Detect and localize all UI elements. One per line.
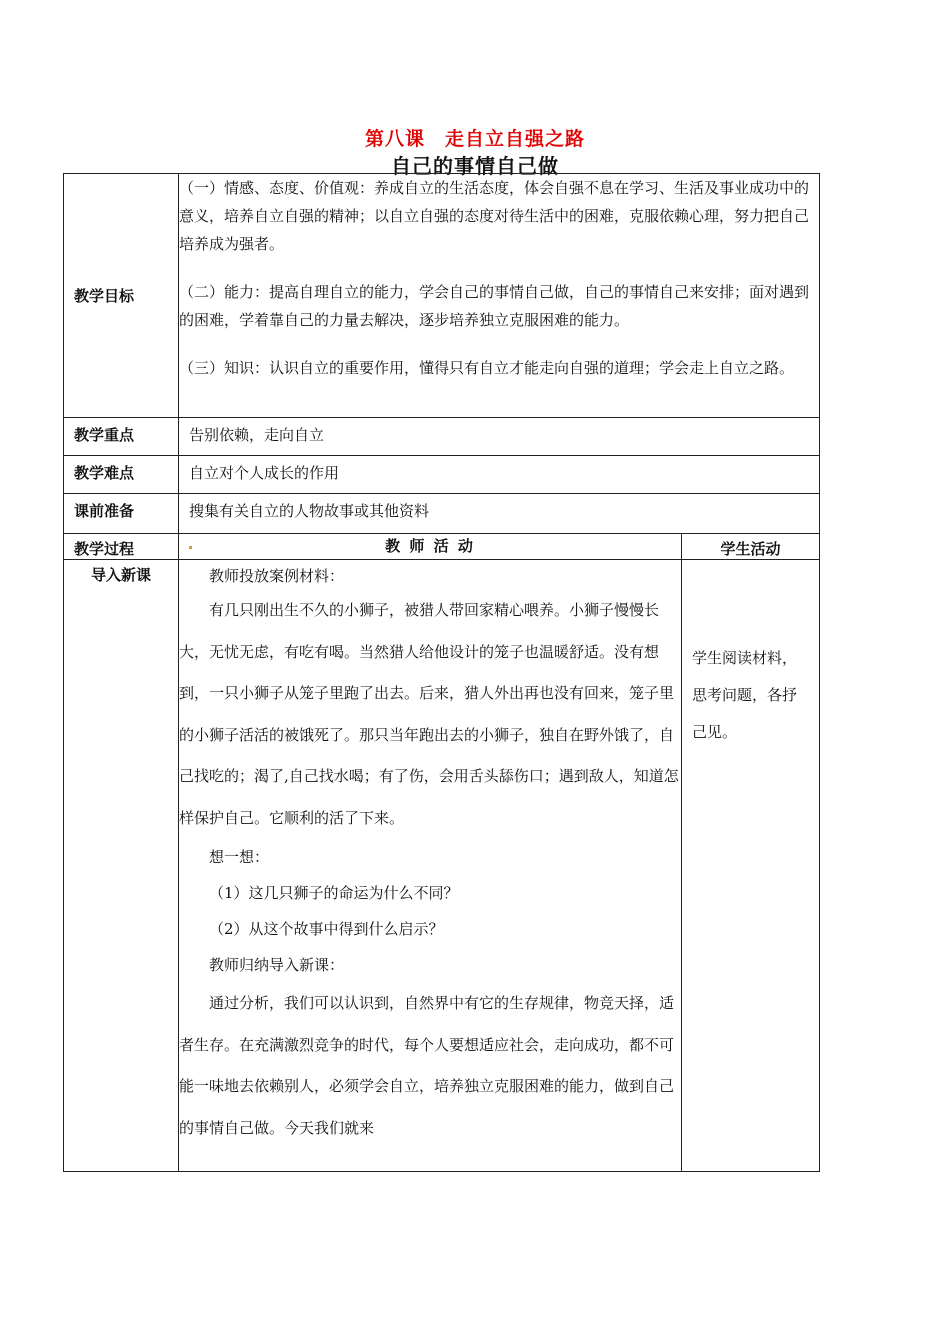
- student-activity-header: 学生活动: [720, 540, 781, 558]
- lion-story: 有几只刚出生不久的小狮子，被猎人带回家精心喂养。小狮子慢慢长大，无忧无虑，有吃有喝。当然猎人给他设计的笼子也温暖舒适。没有想到，一只小狮子从笼子里跑了出去。后来，猎人外出再也没有回来，笼子里的小狮子活活的被饿死了。那只当年跑出去的小狮子，独自在野外饿了，自己找吃的；渴了,自己找水喝；有了伤，会用舌头舔伤口；遇到敌人，知道怎样保护自己。它顺利的活了下来。: [179, 601, 679, 827]
- key-point-value: 告别依赖，走向自立: [189, 426, 325, 444]
- lesson-plan-table: [63, 173, 820, 1172]
- objective-ability: （二）能力：提高自理自立的能力，学会自己的事情自己做，自己的事情自己来安排；面对遇到的困难，学着靠自己的力量去解决，逐步培养独立克服困难的能力。: [179, 283, 810, 329]
- question-1: （1）这几只狮子的命运为什么不同？: [209, 884, 459, 902]
- teacher-intro-line: 教师投放案例材料：: [209, 567, 345, 585]
- question-2: （2）从这个故事中得到什么启示？: [209, 920, 444, 938]
- process-label: 教学过程: [74, 540, 135, 558]
- preparation-value: 搜集有关自立的人物故事或其他资料: [189, 502, 430, 520]
- difficulty-value: 自立对个人成长的作用: [189, 464, 340, 482]
- teacher-activity-header: 教 师 活 动: [385, 537, 475, 555]
- bullet-mark: [189, 546, 192, 549]
- preparation-row: [64, 494, 820, 534]
- teacher-activity-content: [179, 560, 682, 1172]
- objectives-content: [179, 174, 820, 418]
- intro-row: [64, 560, 820, 1172]
- preparation-label: 课前准备: [74, 502, 135, 520]
- difficulty-label: 教学难点: [74, 464, 135, 482]
- student-activity-content: 学生阅读材料，思考问题，各抒己见。: [692, 649, 798, 741]
- intro-label: 导入新课: [90, 566, 151, 584]
- lesson-subtitle: 自己的事情自己做: [391, 154, 559, 178]
- process-header-row: [64, 534, 820, 560]
- objectives-row: [64, 174, 820, 418]
- think-prompt: 想一想：: [209, 848, 270, 866]
- key-point-label: 教学重点: [74, 426, 135, 444]
- difficulty-row: [64, 456, 820, 494]
- teacher-summary-line: 教师归纳导入新课：: [209, 956, 345, 974]
- lesson-title: 第八课 走自立自强之路: [364, 128, 585, 150]
- key-point-row: [64, 418, 820, 456]
- objectives-label: 教学目标: [74, 287, 135, 305]
- teacher-summary: 通过分析，我们可以认识到，自然界中有它的生存规律，物竞天择，适者生存。在充满激烈竞争的时代，每个人要想适应社会，走向成功，都不可能一味地去依赖别人，必须学会自立，培养独立克服困难的能力，做到自己的事情自己做。今天我们就来: [179, 994, 675, 1137]
- objective-knowledge: （三）知识：认识自立的重要作用，懂得只有自立才能走向自强的道理；学会走上自立之路。: [179, 359, 795, 377]
- objective-emotion: （一）情感、态度、价值观：养成自立的生活态度，体会自强不息在学习、生活及事业成功中的意义，培养自立自强的精神；以自立自强的态度对待生活中的困难，克服依赖心理，努力把自己培养成为强者。: [179, 179, 810, 253]
